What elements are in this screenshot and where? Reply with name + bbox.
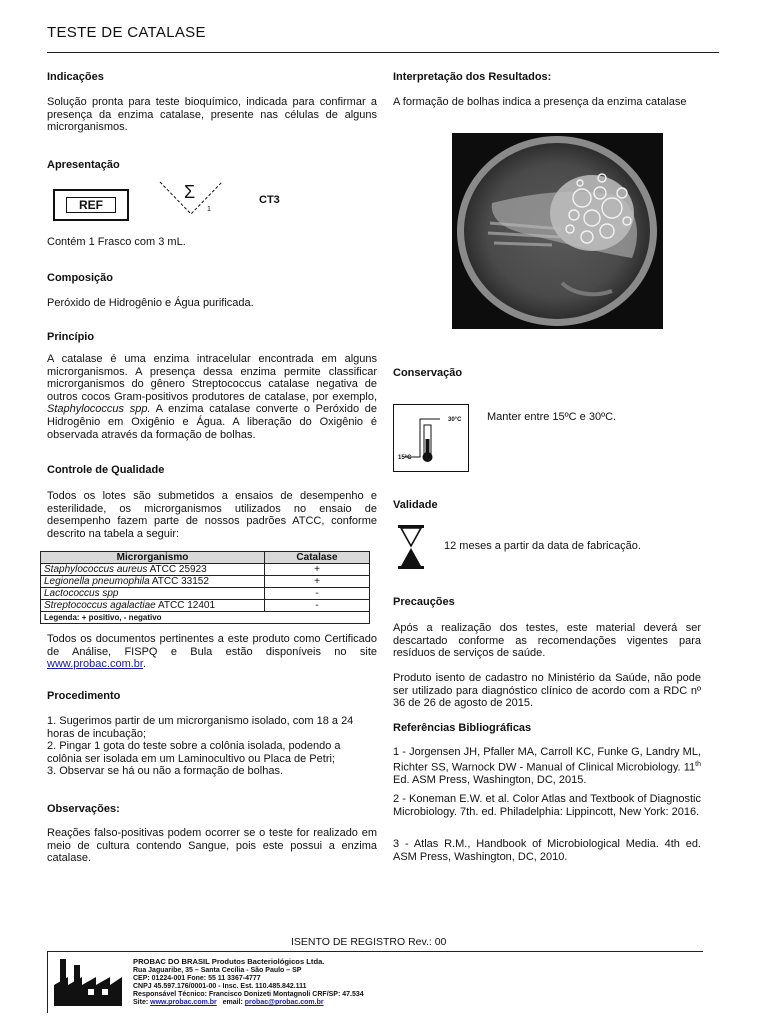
sigma-symbol: [158, 180, 224, 220]
interpretacao-heading: Interpretação dos Resultados:: [393, 71, 552, 83]
factory-logo-icon: [52, 955, 124, 1007]
footer-cnpj: CNPJ 45.597.176/0001-00 - Insc. Est. 110.485.842.111: [133, 983, 307, 990]
table-row: [41, 600, 370, 612]
principio-italic: Staphylococcus spp.: [47, 403, 151, 416]
species-name: Lactococcus spp: [44, 588, 119, 599]
footer-responsavel: Responsável Técnico: Francisco Donizeti Montagnoli CRF/SP: 47.534: [133, 991, 364, 998]
thermometer-icon: [394, 405, 468, 471]
validade-text: 12 meses a partir da data de fabricação.: [444, 540, 641, 552]
reference-1-superscript: th: [695, 760, 701, 768]
table-header-catalase: Catalase: [265, 552, 370, 564]
footer-divider: [47, 951, 703, 952]
referencias-heading: Referências Bibliográficas: [393, 722, 532, 734]
probac-website-link[interactable]: www.probac.com.br: [47, 658, 143, 671]
precaucoes-text-2: Produto isento de cadastro no Ministério da Saúde, não pode ser utilizado para diagnóstico clínico de acordo com a RDC nº 36 de 26 de agosto de 2015.: [393, 672, 701, 710]
product-code: CT3: [259, 194, 280, 206]
indicacoes-text: Solução pronta para teste bioquímico, indicada para confirmar a presença da enzima catalase, presente nas células de alguns microrganismos.: [47, 96, 377, 134]
documents-text-body: Todos os documentos pertinentes a este produto como Certificado de Análise, FISPQ e Bula estão disponíveis no site: [47, 633, 377, 658]
table-row: [41, 576, 370, 588]
composicao-heading: Composição: [47, 272, 114, 284]
procedimento-heading: Procedimento: [47, 690, 121, 702]
reference-3: 3 - Atlas R.M., Handbook of Microbiological Media. 4th ed. ASM Press, Washington, DC, 2010.: [393, 838, 701, 863]
microorganism-table: [40, 551, 370, 624]
principio-text-part2: A enzima catalase converte o Peróxido de Hidrogênio em Oxigênio e Água. A liberação do Oxigênio é observada através da formação de bolhas.: [47, 403, 378, 441]
footer-cep: CEP: 01224-001 Fone: 55 11 3367-4777: [133, 975, 261, 982]
footer-contact: [133, 999, 324, 1007]
site-label: Site:: [133, 999, 151, 1006]
precaucoes-text-1: Após a realização dos testes, este material deverá ser descartado conforme as recomendações vigentes para resíduos de serviços de saúde.: [393, 622, 701, 660]
procedimento-steps: [47, 715, 377, 778]
temperature-symbol: [393, 404, 469, 472]
principio-text-part1: A catalase é uma enzima intracelular encontrada em alguns microrganismos. A presença dessa enzima permite classificar microrganismos do gênero Streptococcus catalase negativa de outros cocos Gram-positivos produtores de catalase, por exemplo,: [47, 353, 377, 403]
header-divider: [47, 52, 719, 53]
table-header-microrganismo: Microrganismo: [41, 552, 265, 564]
catalase-result: -: [265, 588, 370, 600]
footer-site-link[interactable]: www.probac.com.br: [150, 999, 217, 1006]
reference-1-end: Ed. ASM Press, Washington, DC, 2015.: [393, 773, 587, 786]
table-row: [41, 588, 370, 600]
table-legend-row: [41, 612, 370, 624]
principio-text: [47, 353, 377, 441]
conservacao-heading: Conservação: [393, 367, 463, 379]
controle-heading: Controle de Qualidade: [47, 464, 165, 476]
table-header-row: [41, 552, 370, 564]
footer-address: Rua Jaguaribe, 35 – Santa Cecília - São Paulo – SP: [133, 967, 302, 974]
procedimento-step: 3. Observar se há ou não a formação de bolhas.: [47, 765, 284, 778]
temp-high-label: 30°C: [448, 417, 462, 423]
strain-code: ATCC 12401: [155, 600, 216, 611]
footer-email-link[interactable]: probac@probac.com.br: [244, 999, 324, 1006]
apresentacao-heading: Apresentação: [47, 159, 120, 171]
document-title: TESTE DE CATALASE: [47, 24, 206, 41]
ref-label: REF: [66, 197, 116, 213]
temp-low-label: 15°C: [398, 455, 412, 461]
species-name: Legionella pneumophila: [44, 576, 150, 587]
documents-text: [47, 633, 377, 671]
hourglass-icon: [397, 524, 425, 570]
sigma-glyph: Σ: [184, 182, 196, 202]
email-label: email:: [216, 999, 245, 1006]
composicao-text: Peróxido de Hidrogênio e Água purificada.: [47, 297, 254, 309]
reference-2: 2 - Koneman E.W. et al. Color Atlas and Textbook of Diagnostic Microbiology. 7th. ed. Philadelphia: Lippincott, New York: 2016.: [393, 793, 701, 818]
catalase-result: +: [265, 564, 370, 576]
catalase-result: +: [265, 576, 370, 588]
documents-text-end: .: [142, 658, 147, 671]
observacoes-text: Reações falso-positivas podem ocorrer se o teste for realizado em meio de cultura contendo Sangue, pois este possui a enzima catalase.: [47, 827, 377, 865]
sigma-count: 1: [207, 206, 211, 213]
species-name: Streptococcus agalactiae: [44, 600, 156, 611]
petri-dish-photo: [452, 133, 663, 329]
footer-vertical-divider: [47, 951, 48, 1013]
registry-status: ISENTO DE REGISTRO Rev.: 00: [291, 936, 447, 948]
procedimento-step: 1. Sugerimos partir de um microrganismo isolado, com 18 a 24 horas de incubação;: [47, 715, 354, 740]
precaucoes-heading: Precauções: [393, 596, 455, 608]
footer-company: [133, 957, 324, 966]
procedimento-step: 2. Pingar 1 gota do teste sobre a colônia isolada, podendo a colônia ser isolada em um Laminocultivo ou Placa de Petri;: [47, 740, 341, 765]
reference-1: [393, 746, 701, 786]
species-name: Staphylococcus aureus: [44, 564, 148, 575]
company-name: PROBAC DO BRASIL: [133, 957, 210, 966]
validade-heading: Validade: [393, 499, 438, 511]
controle-text: Todos os lotes são submetidos a ensaios de desempenho e esterilidade, os microrganismos utilizados no ensaio de desempenho fazem parte de nossos padrões ATCC, conforme descrito na tabela a seguir:: [47, 490, 377, 540]
reference-1-text: 1 - Jorgensen JH, Pfaller MA, Carroll KC, Funke G, Landry ML, Richter SS, Warnock DW - Manual of Clinical Microbiology. 11: [393, 746, 701, 774]
catalase-result: -: [265, 600, 370, 612]
strain-code: ATCC 33152: [149, 576, 209, 587]
observacoes-heading: Observações:: [47, 803, 120, 815]
ref-symbol: [53, 189, 129, 221]
interpretacao-text: A formação de bolhas indica a presença da enzima catalase: [393, 96, 687, 108]
table-row: [41, 564, 370, 576]
strain-code: ATCC 25923: [147, 564, 207, 575]
table-legend: Legenda: + positivo, - negativo: [41, 612, 370, 624]
conservacao-text: Manter entre 15ºC e 30ºC.: [487, 411, 617, 423]
apresentacao-content: Contém 1 Frasco com 3 mL.: [47, 236, 186, 248]
company-descriptor: Produtos Bacteriológicos Ltda.: [209, 957, 325, 966]
indicacoes-heading: Indicações: [47, 71, 104, 83]
principio-heading: Princípio: [47, 331, 95, 343]
